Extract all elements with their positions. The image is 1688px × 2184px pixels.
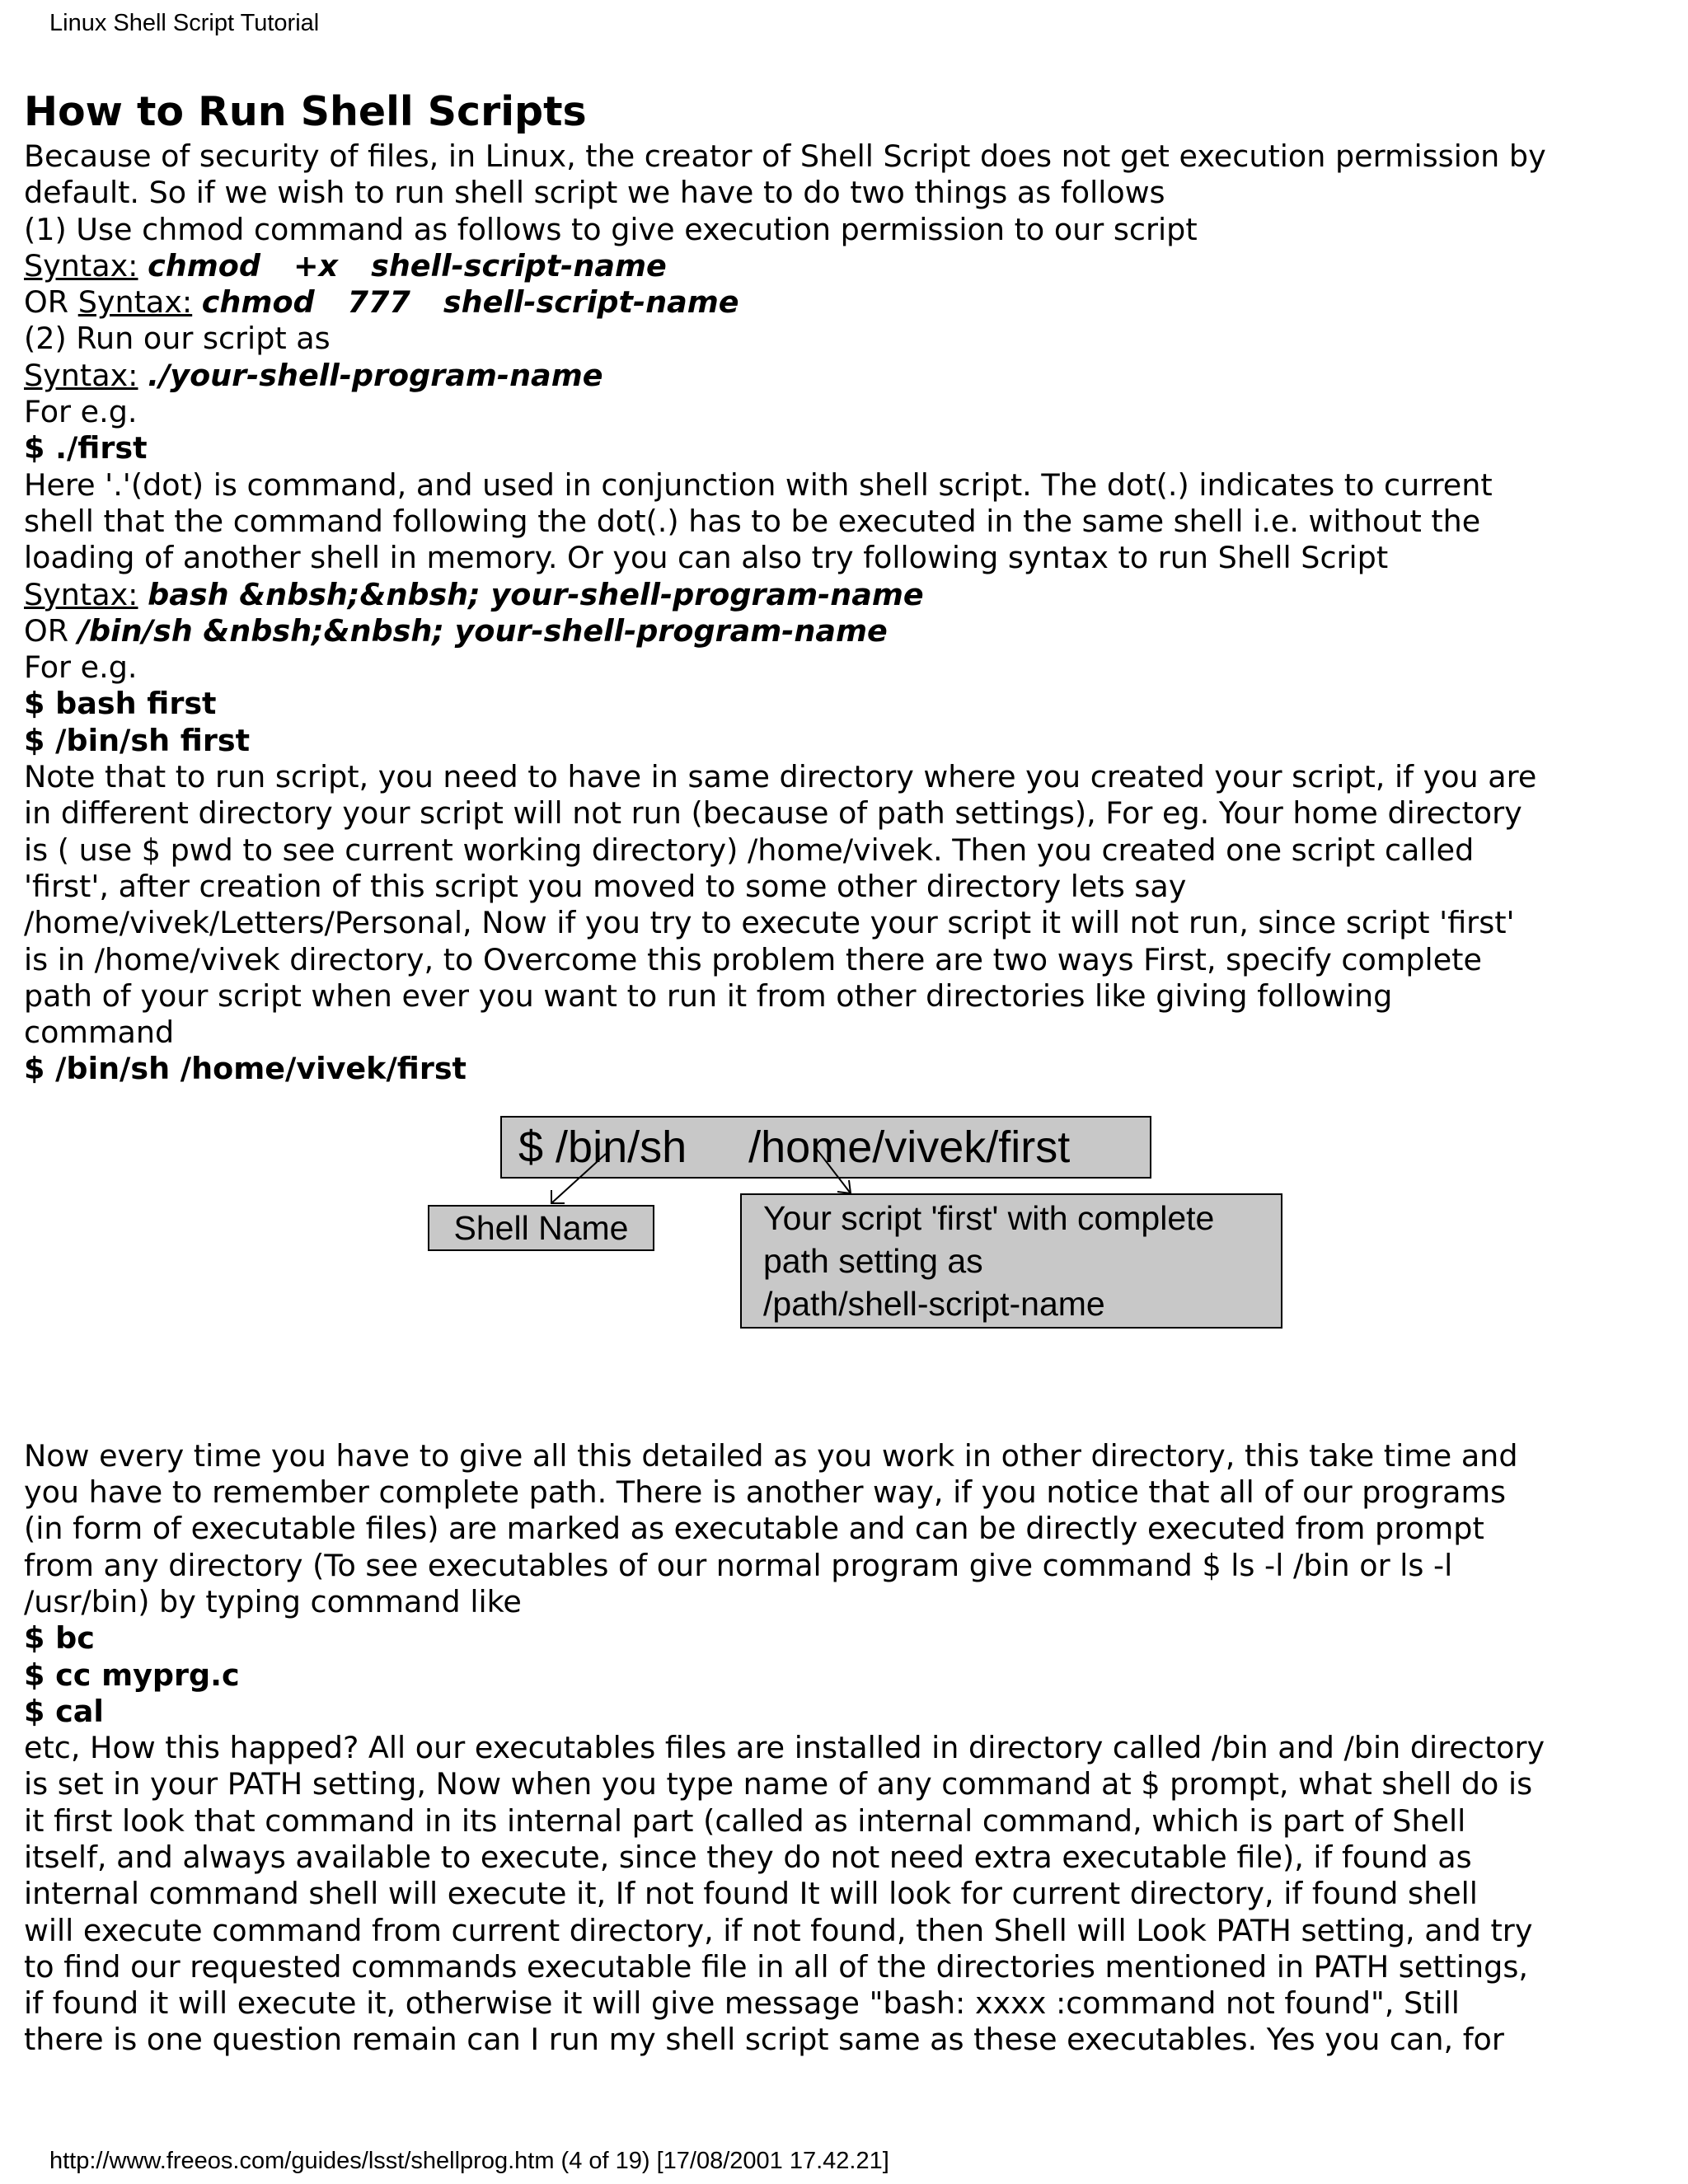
diagram-command-box: $ /bin/sh /home/vivek/first [500, 1116, 1151, 1179]
for-eg-label: For e.g. [24, 649, 138, 686]
arrow-to-shell-name [551, 1154, 606, 1203]
page-title: How to Run Shell Scripts [24, 88, 587, 135]
syntax-arg: 777 [347, 284, 410, 321]
arrow-to-script [815, 1147, 851, 1193]
diagram-shell-name-box: Shell Name [428, 1205, 654, 1251]
dot-para-line: shell that the command following the dot(.) has to be executed in the same shell i.e. without the [24, 503, 1481, 539]
diagram-arrows [24, 1088, 1668, 1438]
or-label: OR [24, 612, 69, 649]
syntax-arg: +x [293, 247, 339, 284]
syntax-cmd: chmod [148, 247, 260, 284]
syntax-line-binsh [24, 613, 1668, 649]
para-line: will execute command from current directory, if not found, then Shell will Look PATH setting, and try [24, 1912, 1533, 1948]
example-command: $ bash first [24, 686, 217, 722]
intro-line: Because of security of files, in Linux, the creator of Shell Script does not get execution permission by [24, 138, 1546, 174]
syntax-line-chmod-x [24, 248, 1668, 284]
para-line: it first look that command in its internal part (called as internal command, which is part of Shell [24, 1802, 1466, 1839]
para-line: internal command shell will execute it, If not found It will look for current directory, if found shell [24, 1876, 1478, 1912]
syntax-name: shell-script-name [371, 247, 667, 284]
note-para-line: /home/vivek/Letters/Personal, Now if you try to execute your script it will not run, since script 'first' [24, 905, 1515, 941]
diagram-script-line: path setting as [763, 1241, 983, 1280]
dot-para-line: loading of another shell in memory. Or you can also try following syntax to run Shell Script [24, 540, 1389, 576]
for-eg-label: For e.g. [24, 394, 138, 430]
example-command: $ cc myprg.c [24, 1657, 240, 1693]
para-line: is set in your PATH setting, Now when you type name of any command at $ prompt, what shell do is [24, 1766, 1533, 1802]
para-line: if found it will execute it, otherwise it will give message "bash: xxxx :command not found", Still [24, 1985, 1460, 2022]
step-2-line: (2) Run our script as [24, 321, 331, 357]
note-para-line: is in /home/vivek directory, to Overcome this problem there are two ways First, specify complete [24, 941, 1482, 977]
intro-line: default. So if we wish to run shell script we have to do two things as follows [24, 175, 1165, 211]
dot-para-line: Here '.'(dot) is command, and used in conjunction with shell script. The dot(.) indicates to current [24, 466, 1493, 503]
syntax-label: Syntax: [77, 284, 193, 321]
page-header: Linux Shell Script Tutorial [49, 10, 320, 36]
note-para-line: Note that to run script, you need to have in same directory where you created your script, if you are [24, 759, 1537, 795]
path-diagram [24, 1088, 1668, 1438]
para-line: from any directory (To see executables of our normal program give command $ ls -l /bin or ls -l [24, 1547, 1453, 1583]
example-command: $ bc [24, 1620, 95, 1657]
syntax-label: Syntax: [24, 357, 138, 393]
syntax-name: shell-script-name [443, 284, 739, 321]
example-command: $ ./first [24, 430, 148, 466]
syntax-bash: bash &nbsh;&nbsh; your-shell-program-name [148, 576, 924, 612]
syntax-line-bash [24, 577, 1668, 613]
note-para-line: path of your script when ever you want to run it from other directories like giving following [24, 977, 1393, 1014]
syntax-cmd: chmod [201, 284, 315, 321]
example-command: $ /bin/sh first [24, 722, 251, 758]
syntax-line-chmod-777 [24, 284, 1668, 321]
diagram-script-line: Your script 'first' with complete [763, 1198, 1215, 1237]
para-line: you have to remember complete path. There is another way, if you notice that all of our programs [24, 1474, 1507, 1511]
para-line: /usr/bin) by typing command like [24, 1583, 522, 1619]
or-label: OR [24, 284, 69, 321]
intro-line: (1) Use chmod command as follows to give execution permission to our script [24, 211, 1198, 247]
main-content [24, 86, 1668, 2059]
para-line: (in form of executable files) are marked as executable and can be directly executed from prompt [24, 1511, 1484, 1547]
para-line: itself, and always available to execute, since they do not need extra executable file), if found as [24, 1839, 1472, 1875]
para-line: to find our requested commands executable file in all of the directories mentioned in PATH settings, [24, 1948, 1528, 1985]
note-para-line: in different directory your script will not run (because of path settings), For eg. Your home directory [24, 795, 1522, 832]
syntax-line-run [24, 358, 1668, 394]
para-line: etc, How this happed? All our executables files are installed in directory called /bin and /bin directory [24, 1730, 1545, 1766]
note-para-line: is ( use $ pwd to see current working directory) /home/vivek. Then you created one script called [24, 832, 1475, 868]
para-line: there is one question remain can I run my shell script same as these executables. Yes you can, for [24, 2022, 1504, 2058]
page-footer-url: http://www.freeos.com/guides/lsst/shellprog.htm (4 of 19) [17/08/2001 17.42.21] [49, 2148, 889, 2174]
para-line: Now every time you have to give all this detailed as you work in other directory, this take time and [24, 1437, 1518, 1474]
note-para-line: 'first', after creation of this script you moved to some other directory lets say [24, 868, 1187, 904]
syntax-run: ./your-shell-program-name [148, 357, 603, 393]
syntax-label: Syntax: [24, 247, 138, 284]
example-command: $ /bin/sh /home/vivek/first [24, 1051, 467, 1087]
example-command: $ cal [24, 1693, 104, 1729]
note-para-line: command [24, 1015, 175, 1051]
diagram-script-line: /path/shell-script-name [763, 1284, 1105, 1323]
syntax-binsh: /bin/sh &nbsh;&nbsh; your-shell-program-name [77, 612, 888, 649]
syntax-label: Syntax: [24, 576, 138, 612]
